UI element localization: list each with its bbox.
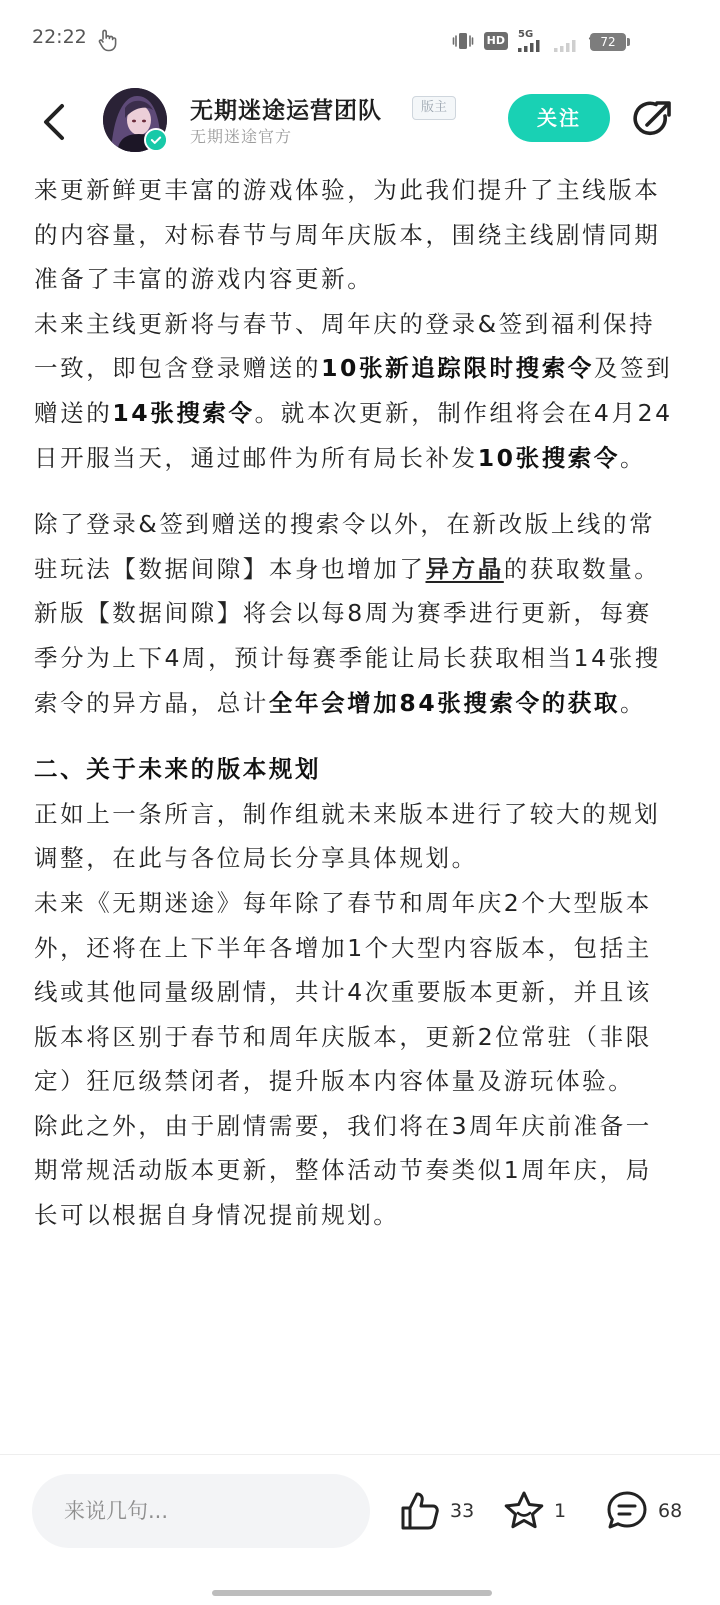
paragraph-2	[34, 302, 674, 480]
star-icon	[502, 1489, 546, 1533]
status-icons	[452, 28, 612, 54]
comment-count: 68	[658, 1500, 683, 1522]
paragraph-6: 未来《无期迷途》每年除了春节和周年庆2个大型版本外，还将在上下半年各增加1个大型内容版本，包括主线或其他同量级剧情，共计4次重要版本更新，并且该版本将区别于春节和周年庆版本，更新2位常驻（非限定）狂厄级禁闭者，提升版本内容体量及游玩体验。	[34, 888, 652, 1096]
comment-button[interactable]	[604, 1486, 682, 1536]
signal-weak-icon	[554, 40, 578, 52]
post-content	[34, 168, 674, 1238]
home-indicator[interactable]	[212, 1590, 492, 1596]
verified-badge-icon	[144, 128, 168, 152]
back-arrow-icon[interactable]	[36, 98, 76, 146]
paragraph-3	[34, 502, 674, 591]
share-icon[interactable]	[630, 96, 676, 142]
author-subtitle: 无期迷途官方	[190, 127, 293, 146]
p2-text-1: 未来主线更新将与春节、周年庆的登录&签到福利保持一致，即包含登录赠送的	[34, 309, 656, 383]
status-bar	[0, 0, 720, 82]
p3-text-2: 的获取数量。	[503, 554, 661, 583]
p2-text-3: 。就本次更新，制作组将会在4月24日开服当天，通过邮件为所有局长补发	[34, 398, 673, 472]
follow-button[interactable]: 关注	[508, 94, 610, 142]
p4-text-1: 新版【数据间隙】将会以每8周为赛季进行更新，每赛季分为上下4周，预计每赛季能让局长获取相当14张搜索令的异方晶，总计	[34, 599, 661, 717]
signal-icon	[518, 40, 544, 52]
status-time: 22:22	[32, 26, 87, 48]
thumbs-up-icon	[398, 1489, 442, 1533]
p4-bold-1: 全年会增加84张搜索令的获取	[268, 688, 621, 717]
p3-underline-link[interactable]: 异方晶	[425, 554, 504, 583]
p2-bold-3: 10张搜索令	[477, 443, 621, 472]
hand-icon	[97, 28, 117, 52]
p2-text-4: 。	[620, 443, 647, 472]
p2-bold-2: 14张搜索令	[112, 398, 255, 427]
comment-input[interactable]: 来说几句...	[32, 1474, 370, 1548]
network-label: 5G	[518, 29, 534, 40]
like-count: 33	[450, 1500, 475, 1522]
paragraph-1: 来更新鲜更丰富的游戏体验，为此我们提升了主线版本的内容量，对标春节与周年庆版本，围绕主线剧情同期准备了丰富的游戏内容更新。	[34, 176, 661, 294]
collect-button[interactable]	[502, 1486, 566, 1536]
network-type	[518, 30, 544, 52]
comment-icon	[604, 1488, 650, 1534]
collect-count: 1	[554, 1500, 567, 1522]
p4-text-2: 。	[620, 688, 647, 717]
battery-icon: 72	[590, 33, 626, 51]
hd-icon: HD	[484, 32, 508, 50]
paragraph-7: 除此之外，由于剧情需要，我们将在3周年庆前准备一期常规活动版本更新，整体活动节奏类似1周年庆，局长可以根据自身情况提前规划。	[34, 1111, 652, 1230]
author-name[interactable]: 无期迷途运营团队	[190, 98, 382, 124]
p2-bold-1: 10张新追踪限时搜索令	[321, 354, 594, 383]
bottom-divider	[0, 1454, 720, 1455]
p2-text-2: 及签到赠送的	[34, 354, 673, 427]
paragraph-4	[34, 591, 674, 725]
p3-text-1: 除了登录&签到赠送的搜索令以外，在新改版上线的常驻玩法【数据间隙】本身也增加了	[34, 510, 656, 583]
post-header	[0, 82, 720, 166]
paragraph-5: 正如上一条所言，制作组就未来版本进行了较大的规划调整，在此与各位局长分享具体规划。	[34, 799, 661, 873]
section-heading: 二、关于未来的版本规划	[34, 755, 322, 784]
vibrate-icon	[452, 30, 474, 52]
role-badge: 版主	[412, 96, 456, 120]
like-button[interactable]	[398, 1486, 474, 1536]
